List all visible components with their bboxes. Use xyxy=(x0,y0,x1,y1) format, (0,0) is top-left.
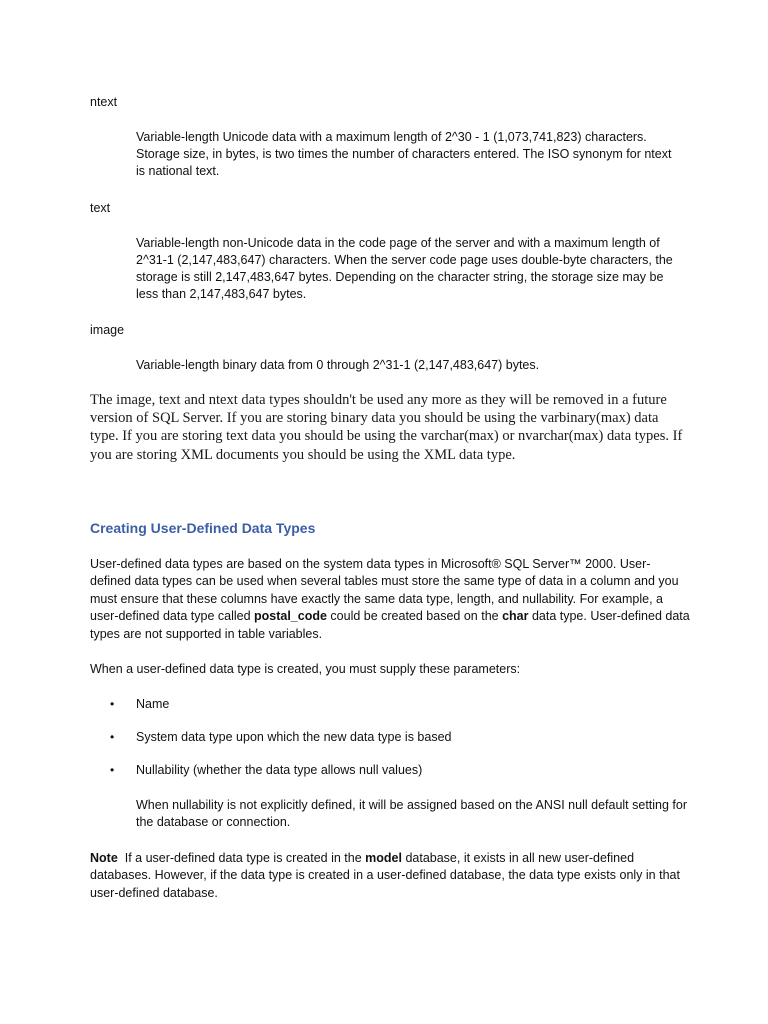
nullability-detail: When nullability is not explicitly defined, it will be assigned based on the ANSI null default setting for the database or connection. xyxy=(136,798,688,830)
list-item-label: Name xyxy=(136,697,170,711)
intro-paragraph xyxy=(90,556,690,643)
list-item xyxy=(110,729,451,746)
bullet-icon: • xyxy=(110,730,115,744)
note-text-1: If a user-defined data type is created in the xyxy=(117,851,366,865)
note-paragraph xyxy=(90,850,690,902)
term-ntext: ntext xyxy=(90,95,118,109)
note-text-2: database, it exists in all new user-defined databases. However, if the data type is created in a user-defined database, the data type exists only in that user-defined database. xyxy=(90,851,680,900)
term-image: image xyxy=(90,323,125,337)
deprecation-note: The image, text and ntext data types shouldn't be used any more as they will be removed in a future version of SQL Server. If you are storing binary data you should be using the varbinary(max) data type. If you are storing text data you should be using the varchar(max) or nvarchar(max) data types. If you are storing XML documents you should be using the XML data type. xyxy=(90,392,683,463)
section-heading: Creating User-Defined Data Types xyxy=(90,520,316,536)
params-lead: When a user-defined data type is created, you must supply these parameters: xyxy=(90,662,521,676)
list-item xyxy=(110,762,422,779)
intro-text-1: User-defined data types are based on the system data types in Microsoft® SQL Server™ 2000. User-defined data types can be used when several tables must store the same type of data in a column and you must ensure that these columns have exactly the same data type, length, and nullability. For example, a user-defined data type called xyxy=(90,557,679,624)
definition-ntext: Variable-length Unicode data with a maximum length of 2^30 - 1 (1,073,741,823) characters. Storage size, in bytes, is two times the number of characters entered. The ISO synonym for ntext is national text. xyxy=(136,130,672,178)
term-text: text xyxy=(90,201,111,215)
list-item-label: System data type upon which the new data type is based xyxy=(136,730,452,744)
definition-image: Variable-length binary data from 0 through 2^31-1 (2,147,483,647) bytes. xyxy=(136,358,540,372)
list-item xyxy=(110,696,169,713)
intro-text-3: data type. User-defined data types are not supported in table variables. xyxy=(90,609,690,641)
model-term: model xyxy=(365,851,402,865)
definition-text: Variable-length non-Unicode data in the code page of the server and with a maximum length of 2^31-1 (2,147,483,647) characters. When the server code page uses double-byte characters, the storage is still 2,147,483,647 bytes. Depending on the character string, the storage size may be less than 2,147,483,647 bytes. xyxy=(136,236,673,301)
bullet-icon: • xyxy=(110,763,115,777)
postal-code-term: postal_code xyxy=(254,609,327,624)
list-item-label: Nullability (whether the data type allows null values) xyxy=(136,763,423,777)
intro-text-2: could be created based on the xyxy=(326,609,503,624)
char-term: char xyxy=(502,609,529,624)
bullet-icon: • xyxy=(110,697,115,711)
note-label: Note xyxy=(90,851,118,865)
